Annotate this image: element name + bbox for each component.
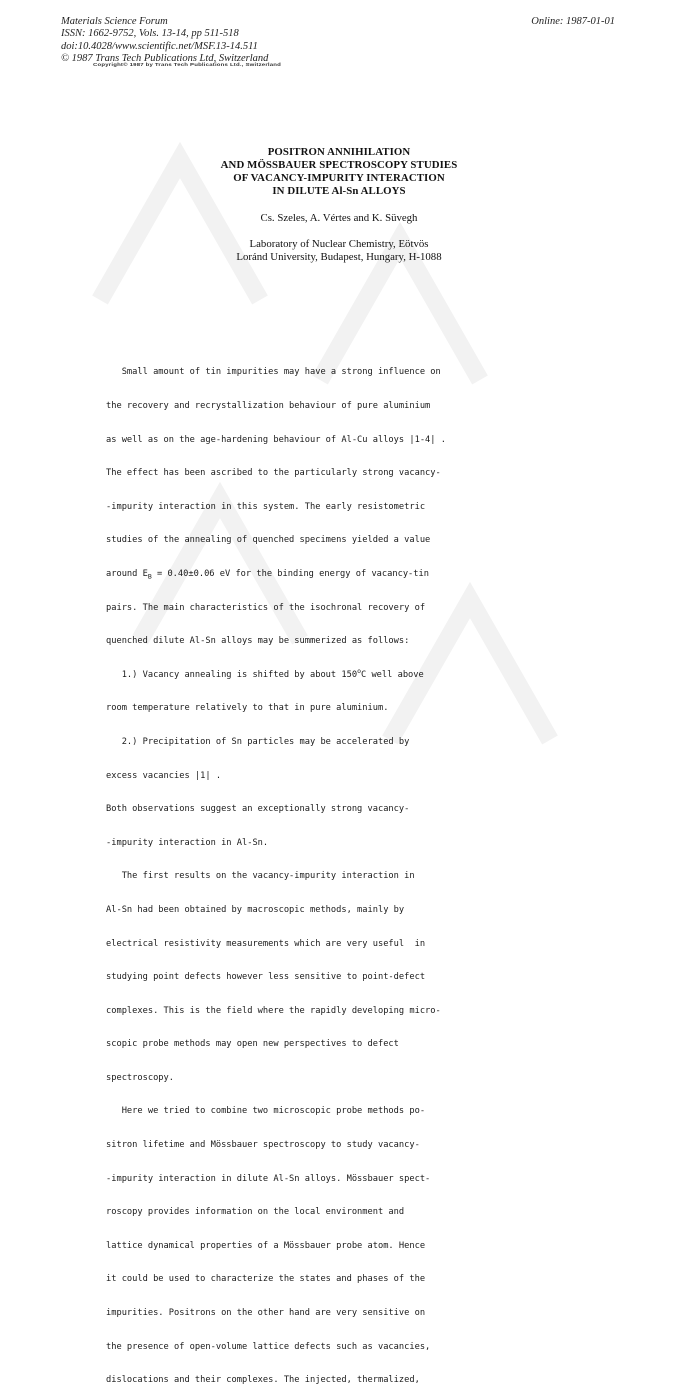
title-line: IN DILUTE Al-Sn ALLOYS — [272, 185, 406, 197]
body-line: electrical resistivity measurements which are very useful in — [106, 938, 426, 949]
body-line: pairs. The main characteristics of the isochronal recovery of — [106, 602, 426, 613]
body-text — [106, 345, 526, 1398]
binding-subscript: B — [147, 572, 152, 581]
body-line: impurities. Positrons on the other hand are very sensitive on — [106, 1308, 426, 1319]
affiliation-line: Loránd University, Budapest, Hungary, H-1088 — [236, 251, 442, 263]
body-line: roscopy provides information on the local environment and — [106, 1207, 405, 1218]
body-line: Here we tried to combine two microscopic probe methods po- — [106, 1106, 426, 1117]
body-line: as well as on the age-hardening behaviour of Al-Cu alloys |1-4| . — [106, 434, 446, 445]
scanned-copyright-line: Copyright© 1987 by Trans Tech Publications Ltd., Switzerland — [93, 63, 282, 68]
body-line: The effect has been ascribed to the particularly strong vacancy- — [106, 468, 441, 479]
authors: Cs. Szeles, A. Vértes and K. Süvegh — [260, 212, 418, 224]
doi-line: doi:10.4028/www.scientific.net/MSF.13-14.511 — [61, 40, 258, 52]
title-line: AND MÖSSBAUER SPECTROSCOPY STUDIES — [220, 159, 458, 171]
journal-name: Materials Science Forum — [61, 16, 168, 27]
item1-text: 1.) Vacancy annealing is shifted by about 150 — [106, 669, 358, 680]
binding-text: around E — [106, 568, 148, 579]
article-title-block — [0, 146, 678, 264]
item1-text-rest: C well above — [360, 669, 424, 680]
body-line: 2.) Precipitation of Sn particles may be accelerated by — [106, 736, 410, 747]
body-line-item-1 — [106, 666, 526, 681]
body-line: spectroscopy. — [106, 1072, 174, 1083]
body-line: Both observations suggest an exceptionally strong vacancy- — [106, 804, 410, 815]
body-line: sitron lifetime and Mössbauer spectroscopy to study vacancy- — [106, 1140, 420, 1151]
body-line: -impurity interaction in dilute Al-Sn alloys. Mössbauer spect- — [106, 1173, 431, 1184]
body-line: studies of the annealing of quenched specimens yielded a value — [106, 535, 431, 546]
title-line: OF VACANCY-IMPURITY INTERACTION — [233, 172, 445, 184]
body-line: it could be used to characterize the states and phases of the — [106, 1274, 426, 1285]
body-line: Al-Sn had been obtained by macroscopic methods, mainly by — [106, 904, 405, 915]
body-line: -impurity interaction in this system. The early resistometric — [106, 501, 426, 512]
body-line: dislocations and their complexes. The injected, thermalized, — [106, 1375, 420, 1386]
degree-superscript: o — [357, 666, 361, 675]
body-line: excess vacancies |1| . — [106, 770, 222, 781]
online-date: Online: 1987-01-01 — [531, 16, 615, 27]
body-line: Small amount of tin impurities may have a strong influence on — [106, 367, 441, 378]
body-line-binding-energy — [106, 569, 526, 580]
affiliation — [0, 238, 678, 264]
body-line: -impurity interaction in Al-Sn. — [106, 837, 269, 848]
body-line: The first results on the vacancy-impurity interaction in — [106, 871, 415, 882]
body-line: the presence of open-volume lattice defects such as vacancies, — [106, 1341, 431, 1352]
body-line: scopic probe methods may open new perspectives to defect — [106, 1039, 399, 1050]
body-line: complexes. This is the field where the rapidly developing micro- — [106, 1005, 441, 1016]
publisher-line: © 1987 Trans Tech Publications Ltd, Switzerland — [61, 52, 269, 64]
affiliation-line: Laboratory of Nuclear Chemistry, Eötvös — [249, 238, 429, 250]
issn-line: ISSN: 1662-9752, Vols. 13-14, pp 511-518 — [61, 28, 239, 40]
body-line: studying point defects however less sensitive to point-defect — [106, 972, 426, 983]
title-line: POSITRON ANNIHILATION — [267, 146, 411, 158]
body-line: lattice dynamical properties of a Mössbauer probe atom. Hence — [106, 1240, 426, 1251]
body-line: room temperature relatively to that in pure aluminium. — [106, 703, 389, 714]
journal-header — [61, 16, 268, 65]
body-line: quenched dilute Al-Sn alloys may be summerized as follows: — [106, 636, 410, 647]
binding-text-rest: = 0.40±0.06 eV for the binding energy of vacancy-tin — [151, 568, 429, 579]
body-line: the recovery and recrystallization behaviour of pure aluminium — [106, 401, 431, 411]
